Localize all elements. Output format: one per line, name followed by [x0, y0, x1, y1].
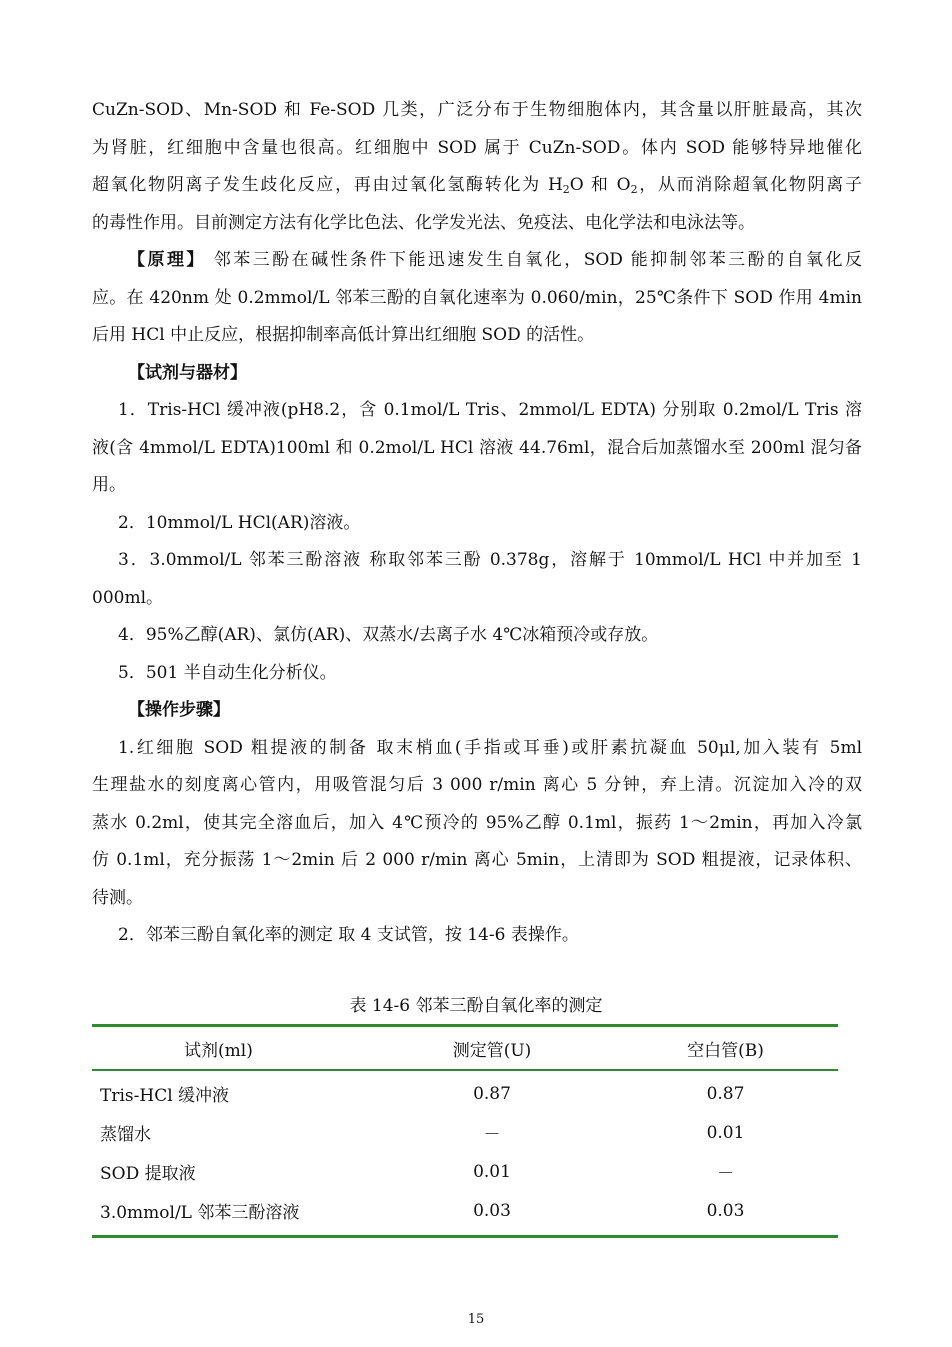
procedure-step: 1.红细胞 SOD 粗提液的制备 取末梢血(手指或耳垂)或肝素抗凝血 50μl,加入装有 5ml [118, 737, 862, 758]
table-header-row [92, 1026, 838, 1071]
text-run: ，从而消除超氧化物阴离子 [637, 175, 863, 195]
table-row [92, 1113, 838, 1152]
table-cell: 0.87 [706, 1083, 745, 1104]
table-cell: 0.03 [473, 1200, 511, 1221]
table-cell: 0.01 [706, 1122, 745, 1143]
procedure-heading: 【操作步骤】 [128, 700, 230, 720]
table-cell: 0.87 [473, 1083, 511, 1104]
reagent-item: 2．10mmol/L HCl(AR)溶液。 [118, 512, 361, 533]
principle-line: 后用 HCl 中止反应，根据抑制率高低计算出红细胞 SOD 的活性。 [92, 325, 595, 345]
table-cell: 0.03 [706, 1200, 745, 1221]
text-run: 邻苯三酚在碱性条件下能迅速发生自氧化，SOD 能抑制邻苯三酚的自氧化反 [205, 250, 862, 270]
text-run: O 和 O [569, 175, 631, 195]
table-cell: － [483, 1125, 501, 1145]
table-cell: 3.0mmol/L 邻苯三酚溶液 [100, 1203, 300, 1223]
procedure-step: 待测。 [92, 887, 143, 908]
page-number: 15 [467, 1312, 485, 1327]
column-header: 试剂(ml) [184, 1040, 253, 1061]
table-cell: SOD 提取液 [100, 1164, 196, 1184]
column-header: 空白管(B) [687, 1040, 764, 1061]
paragraph-line: 为肾脏，红细胞中含量也很高。红细胞中 SOD 属于 CuZn-SOD。体内 SOD 能够特异地催化 [92, 137, 862, 158]
reagent-table [92, 1024, 838, 1238]
procedure-step: 2．邻苯三酚自氧化率的测定 取 4 支试管，按 14-6 表操作。 [118, 925, 579, 945]
principle-heading: 【原理】 [128, 250, 206, 270]
text-run: 超氧化物阴离子发生歧化反应，再由过氧化氢酶转化为 H [92, 175, 563, 195]
table-caption: 表 14-6 邻苯三酚自氧化率的测定 [349, 996, 603, 1016]
reagent-item: 3．3.0mmol/L 邻苯三酚溶液 称取邻苯三酚 0.378g，溶解于 10mmol/L HCl 中并加至 1 [118, 550, 862, 570]
subscript: 2 [562, 183, 570, 196]
column-header: 测定管(U) [452, 1040, 532, 1061]
principle-line [92, 242, 862, 280]
table-row [92, 1152, 838, 1191]
paragraph-line [92, 167, 862, 205]
subscript: 2 [630, 183, 638, 196]
reagent-item: 液(含 4mmol/L EDTA)100ml 和 0.2mol/L HCl 溶液 44.76ml，混合后加蒸馏水至 200ml 混匀备 [92, 437, 862, 458]
reagent-item: 用。 [92, 475, 126, 495]
procedure-step: 仿 0.1ml，充分振荡 1～2min 后 2 000 r/min 离心 5min，上清即为 SOD 粗提液，记录体积、 [92, 850, 862, 870]
reagent-item: 000ml。 [92, 587, 164, 608]
table-cell: 0.01 [473, 1161, 511, 1182]
document-body [92, 92, 862, 955]
reagent-item: 1．Tris-HCl 缓冲液(pH8.2，含 0.1mol/L Tris、2mmol/L EDTA) 分别取 0.2mol/L Tris 溶 [118, 400, 862, 420]
paragraph-line: 的毒性作用。目前测定方法有化学比色法、化学发光法、免疫法、电化学法和电泳法等。 [92, 212, 755, 233]
reagent-item: 5．501 半自动生化分析仪。 [118, 662, 337, 683]
table-cell: 蒸馏水 [100, 1125, 151, 1145]
principle-line: 应。在 420nm 处 0.2mmol/L 邻苯三酚的自氧化速率为 0.060/min，25℃条件下 SOD 作用 4min [92, 287, 862, 308]
table-cell: Tris-HCl 缓冲液 [100, 1086, 230, 1106]
table-cell: － [717, 1164, 734, 1184]
table-row [92, 1191, 838, 1237]
paragraph-line: CuZn-SOD、Mn-SOD 和 Fe-SOD 几类，广泛分布于生物细胞体内，其含量以肝脏最高，其次 [92, 100, 862, 120]
procedure-step: 蒸水 0.2ml，使其完全溶血后，加入 4℃预冷的 95%乙醇 0.1ml，振药 1～2min，再加入冷氯 [92, 812, 862, 833]
table-row [92, 1070, 838, 1113]
procedure-step: 生理盐水的刻度离心管内，用吸管混匀后 3 000 r/min 离心 5 分钟，弃上清。沉淀加入冷的双 [92, 775, 862, 795]
reagent-item: 4．95%乙醇(AR)、氯仿(AR)、双蒸水/去离子水 4℃冰箱预冷或存放。 [118, 625, 659, 645]
reagents-heading: 【试剂与器材】 [128, 362, 247, 383]
